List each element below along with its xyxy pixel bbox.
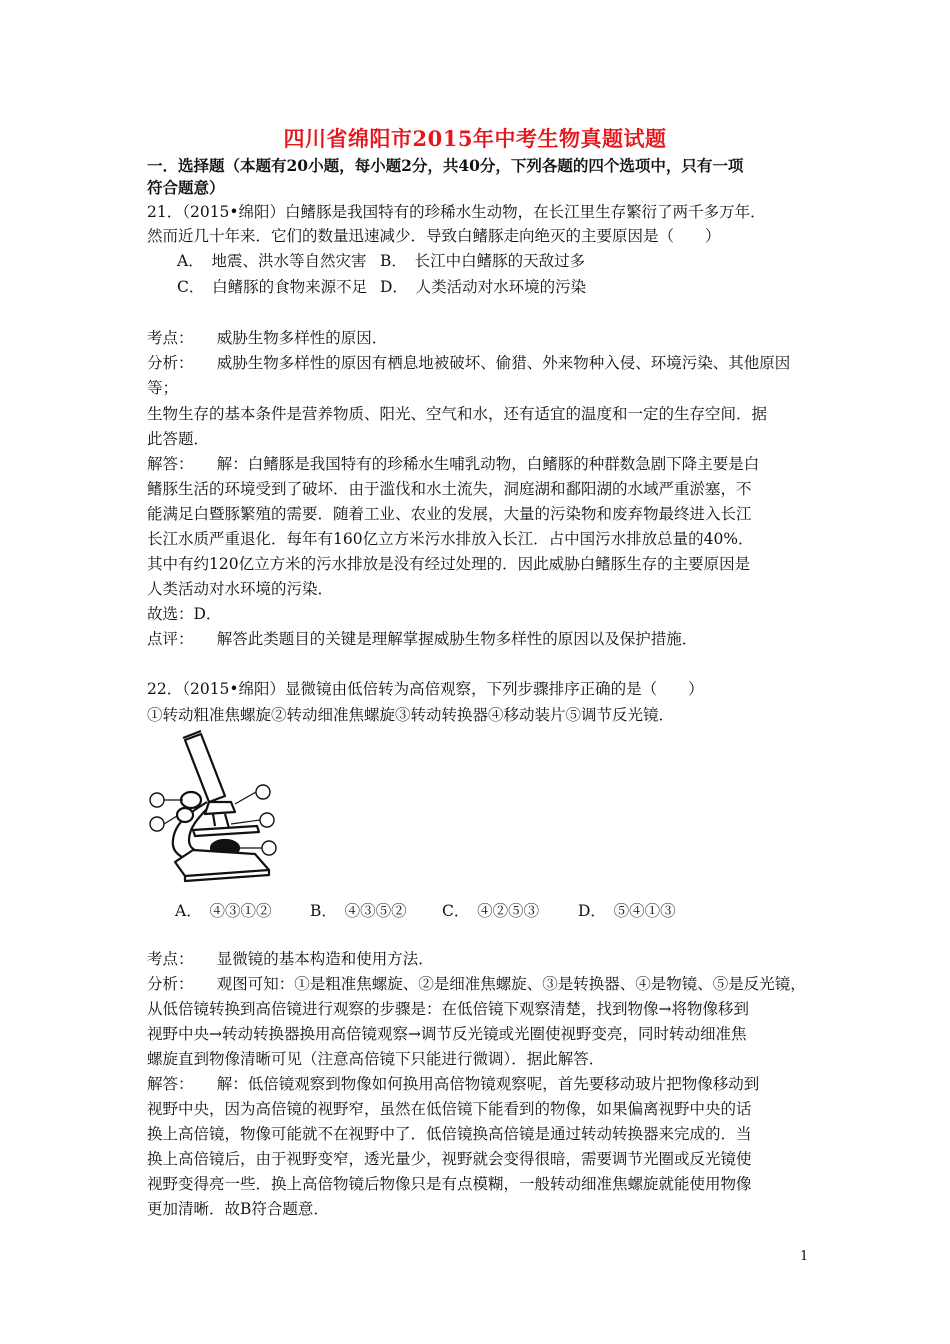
q22-fenxi-cont: 从低倍镜转换到高倍镜进行观察的步骤是：在低倍镜下观察清楚，找到物像→将物像移到 (147, 1000, 749, 1018)
q21-jieda-cont: 长江水质严重退化．每年有160亿立方米污水排放入长江．占中国污水排放总量的40%． (147, 530, 754, 548)
q22-jieda-cont: 视野中央，因为高倍镜的视野窄，虽然在低倍镜下能看到的物像，如果偏离视野中央的话 (147, 1100, 752, 1118)
q21-kaodian: 考点： 威胁生物多样性的原因． (147, 329, 388, 347)
q21-fenxi-cont: 等； (147, 379, 179, 397)
q21-jieda: 解答： 解：白鳍豚是我国特有的珍稀水生哺乳动物，白鳍豚的种群数急剧下降主要是白 (147, 455, 760, 473)
q21-option-a: A． 地震、洪水等自然灾害 (177, 252, 367, 270)
q21-jieda-cont: 其中有约120亿立方米的污水排放是没有经过处理的．因此威胁白鳍豚生存的主要原因是 (147, 555, 751, 573)
q22-fenxi-cont: 视野中央→转动转换器换用高倍镜观察→调节反光镜或光圈使视野变亮，同时转动细准焦 (147, 1025, 747, 1043)
q21-option-d: D． 人类活动对水环境的污染 (380, 278, 587, 296)
q21-jieda-cont: 人类活动对水环境的污染． (147, 580, 334, 598)
q22-jieda-cont: 换上高倍镜，物像可能就不在视野中了．低倍镜换高倍镜是通过转动转换器来完成的．当 (147, 1125, 752, 1143)
q21-fenxi-cont: 生物生存的基本条件是营养物质、阳光、空气和水，还有适宜的温度和一定的生存空间．据 (147, 405, 768, 423)
q21-option-c: C． 白鳍豚的食物来源不足 (177, 278, 368, 296)
q21-stem: 21．（2015•绵阳）白鳍豚是我国特有的珍稀水生动物，在长江里生存繁衍了两千多万年． (147, 203, 766, 221)
q21-jieda-cont: 鳍豚生活的环境受到了破坏．由于滥伐和水土流失，洞庭湖和鄱阳湖的水域严重淤塞，不 (147, 480, 752, 498)
q21-stem-cont: 然而近几十年来．它们的数量迅速减少．导致白鳍豚走向绝灭的主要原因是（ ） (147, 227, 721, 245)
q22-stem-cont: ①转动粗准焦螺旋②转动细准焦螺旋③转动转换器④移动装片⑤调节反光镜． (147, 706, 675, 724)
q21-fenxi: 分析： 威胁生物多样性的原因有栖息地被破坏、偷猎、外来物种入侵、环境污染、其他原因 (147, 354, 791, 372)
q22-stem: 22．（2015•绵阳）显微镜由低倍转为高倍观察，下列步骤排序正确的是（ ） (147, 680, 704, 698)
q22-option-a: A． ④③①② (175, 902, 272, 920)
q22-option-b: B． ④③⑤② (310, 902, 407, 920)
q21-fenxi-cont: 此答题． (147, 430, 210, 448)
q22-option-d: D． ⑤④①③ (578, 902, 676, 920)
q22-jieda-cont: 换上高倍镜后，由于视野变窄，透光量少，视野就会变得很暗，需要调节光圈或反光镜使 (147, 1150, 752, 1168)
q21-jieda-cont: 能满足白暨豚繁殖的需要．随着工业、农业的发展，大量的污染物和废弃物最终进入长江 (147, 505, 752, 523)
q21-option-b: B． 长江中白鳍豚的天敌过多 (380, 252, 586, 270)
q22-fenxi-cont: 螺旋直到物像清晰可见（注意高倍镜下只能进行微调）．据此解答． (147, 1050, 605, 1068)
q22-kaodian: 考点： 显微镜的基本构造和使用方法． (147, 950, 434, 968)
section-heading: 一．选择题（本题有20小题，每小题2分，共40分，下列各题的四个选项中，只有一项 (147, 156, 744, 175)
q22-jieda: 解答： 解：低倍镜观察到物像如何换用高倍物镜观察呢，首先要移动玻片把物像移动到 (147, 1075, 760, 1093)
q22-jieda-cont: 视野变得亮一些．换上高倍物镜后物像只是有点模糊，一般转动细准焦螺旋就能使用物像 (147, 1175, 752, 1193)
q22-jieda-cont: 更加清晰．故B符合题意． (147, 1200, 329, 1218)
section-heading-cont: 符合题意） (147, 178, 225, 197)
q21-dianping: 点评： 解答此类题目的关键是理解掌握威胁生物多样性的原因以及保护措施． (147, 630, 698, 648)
q22-option-c: C． ④②⑤③ (442, 902, 540, 920)
page-title: 四川省绵阳市2015年中考生物真题试题 (283, 126, 667, 151)
page-number: 1 (800, 1249, 809, 1264)
q22-fenxi: 分析： 观图可知：①是粗准焦螺旋、②是细准焦螺旋、③是转换器、④是物镜、⑤是反光镜， (147, 975, 806, 993)
q21-answer: 故选：D． (147, 605, 222, 623)
microscope-figure (145, 730, 285, 885)
